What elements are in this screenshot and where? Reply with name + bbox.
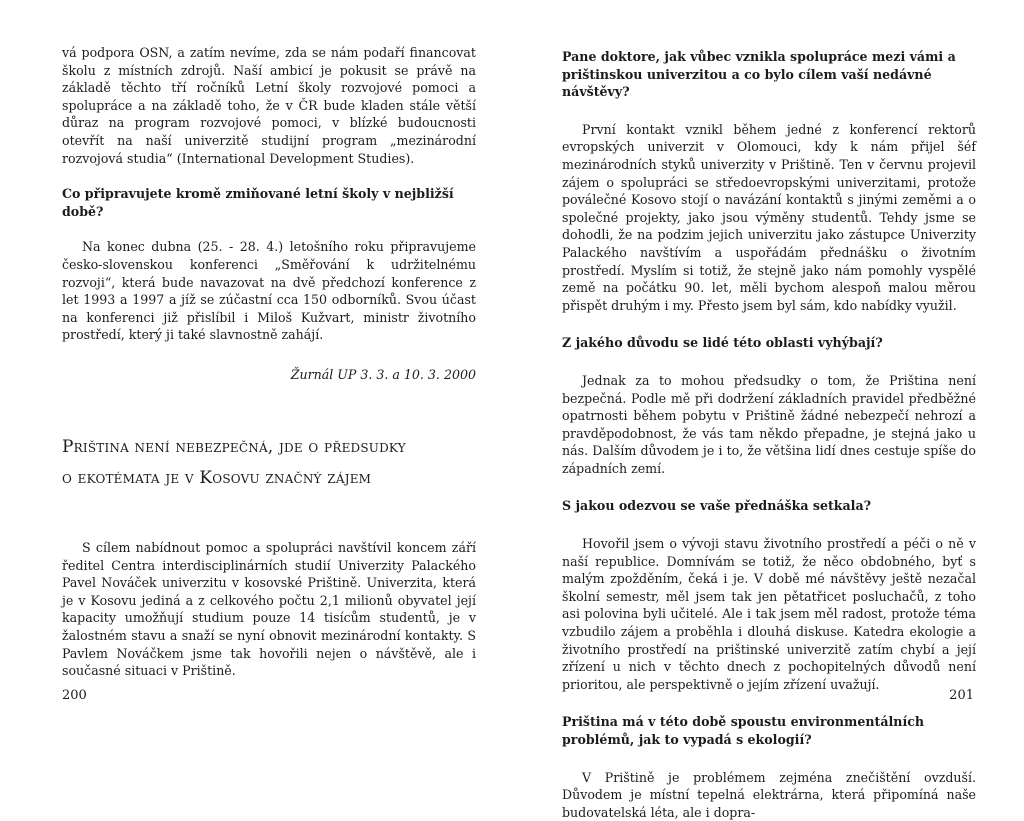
interview-answer: První kontakt vznikl během jedné z konferencí rektorů evropských univerzit v Olomouci, kdy k nám přijel šéf mezinárodních styků univerzity v Prištině. Ten v červnu projevil zájem o spolupráci se středoevropskými univerzitami, protože poválečné Kosovo stojí o navázání kontaktů s jinými zeměmi a o společné projekty, jako jsou výměny studentů. Tehdy jsme se dohodli, že na podzim jejich univerzitu jako zástupce Univerzity Palackého navštívím a uspořádám přednášku o životním prostředí. Myslím si totiž, že stejně jako nám pomohly vyspělé země na počátku 90. let, měli bychom alespoň malou měrou přispět druhým i my. Přesto jsem byl sám, kdo nabídky využil.	[562, 121, 976, 313]
article-intro: S cílem nabídnout pomoc a spolupráci navštívil koncem září ředitel Centra interdisciplinárních studií Univerzity Palackého Pavel Nováček univerzitu v kosovské Prištině. Univerzita, která je v Kosovu jediná a z celkového počtu 2,1 milionů obyvatel její kapacity umožňují studium pouze 14 tisícům studentů, je v žalostném stavu a snaží se nyní obnovit mezinárodní kontakty. S Pavlem Nováčkem jsme tak hovořili nejen o návštěvě, ale i současné situaci v Prištině.	[62, 540, 476, 679]
article-headline	[62, 432, 476, 494]
interview-answer: Na konec dubna (25. - 28. 4.) letošního roku připravujeme česko-slovenskou konferenci „Směřování k udržitelnému rozvoji“, která bude navazovat na dvě předchozí konference z let 1993 a 1997 a jíž se zúčastní cca 150 odborníků. Svou účast na konferenci již přislíbil i Miloš Kužvart, ministr životního prostředí, který ji také slavnostně zahájí.	[62, 239, 476, 343]
headline-line-1: Priština není nebezpečná, jde o předsudky	[62, 437, 406, 457]
right-column	[562, 48, 976, 821]
page-number: 201	[949, 688, 974, 703]
left-page	[0, 0, 512, 759]
right-page	[512, 0, 1024, 820]
interview-answer: V Prištině je problémem zejména znečištění ovzduší. Důvodem je místní tepelná elektrárna, která připomíná naše budovatelská léta, ale i dopra-	[562, 769, 976, 820]
interview-question: Co připravujete kromě zmiňované letní školy v nejbližší době?	[62, 186, 454, 219]
source-citation: Žurnál UP 3. 3. a 10. 3. 2000	[290, 366, 476, 382]
interview-question: Z jakého důvodu se lidé této oblasti vyhýbají?	[562, 335, 883, 351]
interview-question: Pane doktore, jak vůbec vznikla spolupráce mezi vámi a prištinskou univerzitou a co bylo cílem vaší nedávné návštěvy?	[562, 49, 956, 100]
left-column	[62, 44, 476, 384]
interview-question: S jakou odezvou se vaše přednáška setkala?	[562, 498, 872, 514]
headline-line-2: o ekotémata je v Kosovu značný zájem	[62, 468, 372, 488]
continued-paragraph: vá podpora OSN, a zatím nevíme, zda se nám podaří financovat školu z místních zdrojů. Naší ambicí je pokusit se právě na základě těchto tří ročníků Letní školy rozvojové pomoci a spolupráce a na základě toho, že v ČR bude kladen stále větší důraz na program rozvojové pomoci, v blízké budoucnosti otevřít na naší univerzitě studijní program „mezinárodní rozvojová studia“ (International Development Studies).	[62, 45, 476, 166]
page-number: 200	[62, 688, 87, 703]
interview-answer: Jednak za to mohou předsudky o tom, že Priština není bezpečná. Podle mě při dodržení základních pravidel předběžné opatrnosti během pobytu v Prištině žádné nebezpečí nehrozí a pravděpodobnost, že vás tam někdo přepadne, je stejná jako u nás. Dalším důvodem je i to, že většina lidí dnes cestuje spíše do západních zemí.	[562, 372, 976, 476]
interview-answer: Hovořil jsem o vývoji stavu životního prostředí a péči o ně v naší republice. Domnívám se totiž, že něco obdobného, byť s malým zpožděním, čeká i je. V době mé návštěvy ještě nezačal školní semestr, měl jsem tak jen pětatřicet posluchačů, z toho asi polovina byli učitelé. Ale i tak jsem měl radost, protože téma vzbudilo zájem a proběhla i dlouhá diskuse. Katedra ekologie a životního prostředí na prištinské univerzitě zatím chybí a její zřízení u nich v těchto dnech z pochopitelných důvodů není prioritou, ale perspektivně o jejím zřízení uvažují.	[562, 536, 976, 692]
interview-question: Priština má v této době spoustu environmentálních problémů, jak to vypadá s ekologií?	[562, 714, 925, 747]
